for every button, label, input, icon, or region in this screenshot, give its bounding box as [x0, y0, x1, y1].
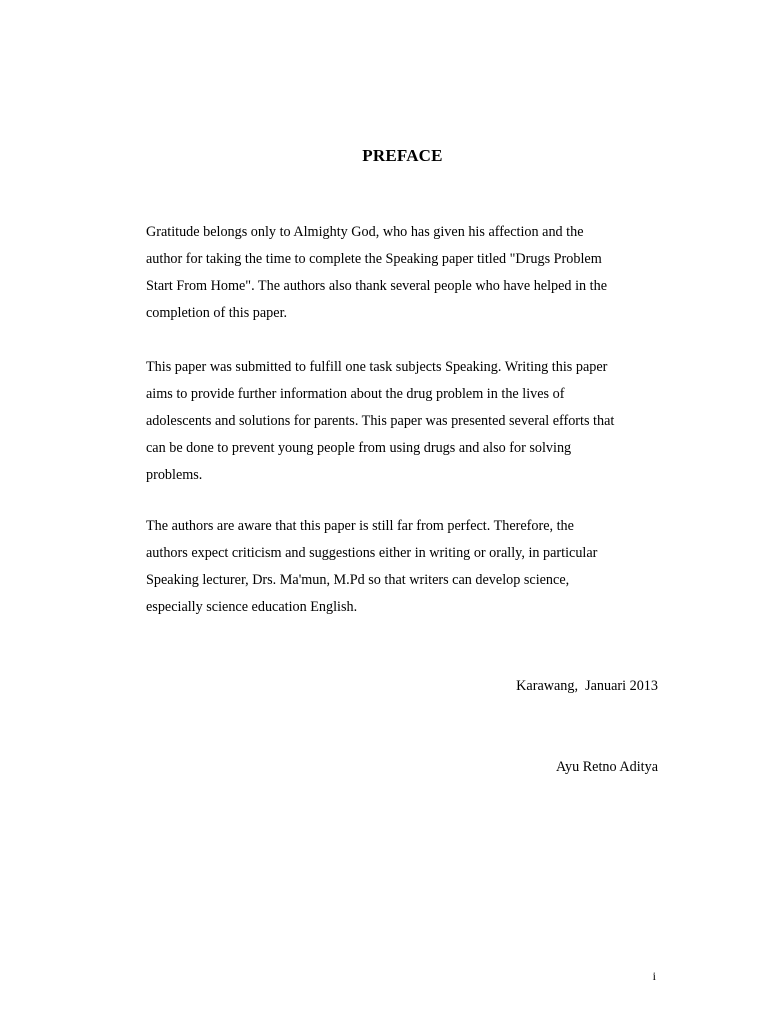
- paragraph-gratitude: [146, 219, 666, 327]
- paragraph-line: Gratitude belongs only to Almighty God, who has given his affection and the: [146, 224, 584, 240]
- paragraph-line: aims to provide further information about the drug problem in the lives of: [146, 386, 565, 402]
- paragraph-line: Speaking lecturer, Drs. Ma'mun, M.Pd so that writers can develop science,: [146, 572, 570, 588]
- page-title: PREFACE: [362, 146, 443, 165]
- place-and-date: Karawang, Januari 2013: [516, 678, 658, 694]
- paragraph-acknowledgement: [146, 513, 666, 621]
- paragraph-purpose: [146, 354, 666, 489]
- paragraph-line: especially science education English.: [146, 599, 358, 615]
- paragraph-line: problems.: [146, 467, 203, 483]
- paragraph-line: authors expect criticism and suggestions either in writing or orally, in particular: [146, 545, 598, 561]
- paragraph-line: adolescents and solutions for parents. This paper was presented several efforts that: [146, 413, 615, 429]
- paragraph-line: can be done to prevent young people from using drugs and also for solving: [146, 440, 572, 456]
- paragraph-line: Start From Home". The authors also thank several people who have helped in the: [146, 278, 607, 294]
- paragraph-line: author for taking the time to complete the Speaking paper titled "Drugs Problem: [146, 251, 602, 267]
- paragraph-line: completion of this paper.: [146, 305, 288, 321]
- paragraph-line: The authors are aware that this paper is still far from perfect. Therefore, the: [146, 518, 574, 534]
- paragraph-line: This paper was submitted to fulfill one task subjects Speaking. Writing this paper: [146, 359, 608, 375]
- page-number: i: [652, 969, 656, 983]
- author-name: Ayu Retno Aditya: [556, 759, 658, 775]
